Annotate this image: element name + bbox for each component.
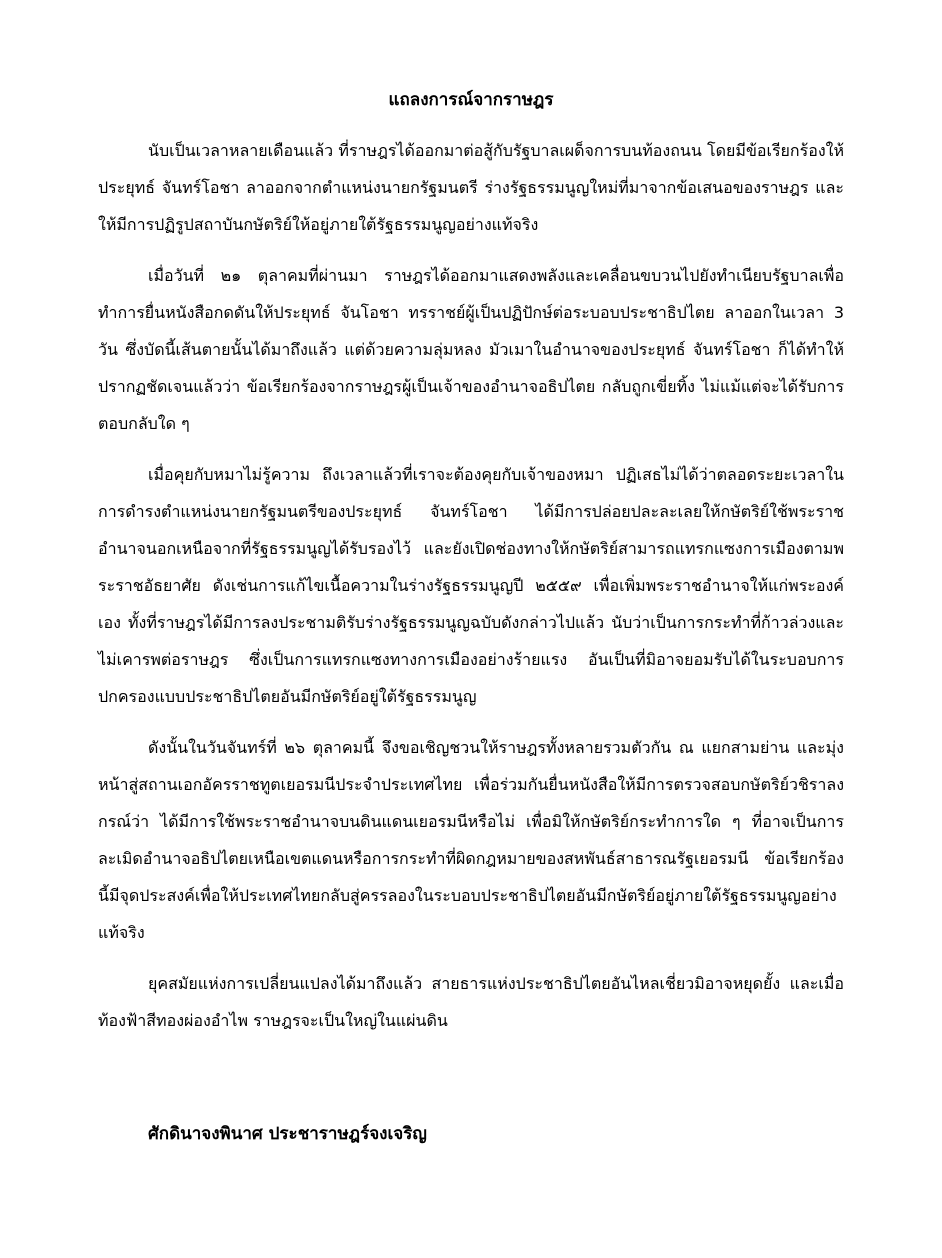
signature-line: ศักดินาจงพินาศ ประชาราษฎร์จงเจริญ	[148, 1124, 427, 1144]
paragraph-1: นับเป็นเวลาหลายเดือนแล้ว ที่ราษฎรได้ออกมาต่อสู้กับรัฐบาลเผด็จการบนท้องถนน โดยมีข้อเรียกร้องให้ประยุทธ์ จันทร์โอชา ลาออกจากตำแหน่งนายกรัฐมนตรี ร่างรัฐธรรมนูญใหม่ที่มาจากข้อเสนอของราษฎร และให้มีการปฏิรูปสถาบันกษัตริย์ให้อยู่ภายใต้รัฐธรรมนูญอย่างแท้จริง	[98, 141, 844, 234]
document-title: แถลงการณ์จากราษฎร	[388, 90, 554, 110]
paragraph-5: ยุคสมัยแห่งการเปลี่ยนแปลงได้มาถึงแล้ว สายธารแห่งประชาธิปไตยอันไหลเชี่ยวมิอาจหยุดยั้ง และเมื่อท้องฟ้าสีทองผ่องอำไพ ราษฎรจะเป็นใหญ่ในแผ่นดิน	[98, 974, 844, 1030]
paragraph-2: เมื่อวันที่ ๒๑ ตุลาคมที่ผ่านมา ราษฎรได้ออกมาแสดงพลังและเคลื่อนขบวนไปยังทำเนียบรัฐบาลเพื่อทำการยื่นหนังสือกดดันให้ประยุทธ์ จันโอชา ทรราชย์ผู้เป็นปฏิปักษ์ต่อระบอบประชาธิปไตย ลาออกในเวลา 3 วัน ซึ่งบัดนี้เส้นตายนั้นได้มาถึงแล้ว แต่ด้วยความลุ่มหลง มัวเมาในอำนาจของประยุทธ์ จันทร์โอชา ก็ได้ทำให้ปรากฏชัดเจนแล้วว่า ข้อเรียกร้องจากราษฎรผู้เป็นเจ้าของอำนาจอธิปไตย กลับถูกเขี่ยทิ้ง ไม่แม้แต่จะได้รับการตอบกลับใด ๆ	[98, 266, 844, 433]
paragraph-3: เมื่อคุยกับหมาไม่รู้ความ ถึงเวลาแล้วที่เราจะต้องคุยกับเจ้าของหมา ปฏิเสธไม่ได้ว่าตลอดระยะเวลาในการดำรงตำแหน่งนายกรัฐมนตรีของประยุทธ์ จันทร์โอชา ได้มีการปล่อยปละละเลยให้กษัตริย์ใช้พระราชอำนาจนอกเหนือจากที่รัฐธรรมนูญได้รับรองไว้ และยังเปิดช่องทางให้กษัตริย์สามารถแทรกแซงการเมืองตามพระราชอัธยาศัย ดังเช่นการแก้ไขเนื้อความในร่างรัฐธรรมนูญปี ๒๕๕๙ เพื่อเพิ่มพระราชอำนาจให้แก่พระองค์เอง ทั้งที่ราษฎรได้มีการลงประชามติรับร่างรัฐธรรมนูญฉบับดังกล่าวไปแล้ว นับว่าเป็นการกระทำที่ก้าวล่วงและไม่เคารพต่อราษฎร ซึ่งเป็นการแทรกแซงทางการเมืองอย่างร้ายแรง อันเป็นที่มิอาจยอมรับได้ในระบอบการปกครองแบบประชาธิปไตยอันมีกษัตริย์อยู่ใต้รัฐธรรมนูญ	[98, 465, 844, 706]
paragraph-4: ดังนั้นในวันจันทร์ที่ ๒๖ ตุลาคมนี้ จึงขอเชิญชวนให้ราษฎรทั้งหลายรวมตัวกัน ณ แยกสามย่าน และมุ่งหน้าสู่สถานเอกอัครราชทูตเยอรมนีประจำประเทศไทย เพื่อร่วมกันยื่นหนังสือให้มีการตรวจสอบกษัตริย์วชิราลงกรณ์ว่า ได้มีการใช้พระราชอำนาจบนดินแดนเยอรมนีหรือไม่ เพื่อมิให้กษัตริย์กระทำการใด ๆ ที่อาจเป็นการละเมิดอำนาจอธิปไตยเหนือเขตแดนหรือการกระทำที่ผิดกฎหมายของสหพันธ์สาธารณรัฐเยอรมนี ข้อเรียกร้องนี้มีจุดประสงค์เพื่อให้ประเทศไทยกลับสู่ครรลองในระบอบประชาธิปไตยอันมีกษัตริย์อยู่ภายใต้รัฐธรรมนูญอย่างแท้จริง	[98, 738, 844, 942]
